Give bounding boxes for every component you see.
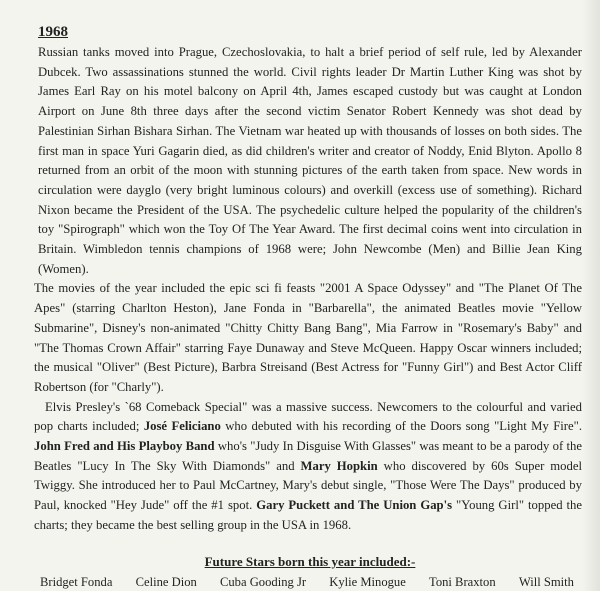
- music-text-c: who debuted with his recording of the Doors song "Light My Fire".: [220, 419, 582, 434]
- paragraph-world-events: Russian tanks moved into Prague, Czechoslovakia, to halt a brief period of self rule, led by Alexander Dubcek. Two assassinations stunned the world. Civil rights leader Dr Martin Luther King was shot by James Earl Ray on his motel balcony on April 4th, James escaped custody but was caught at London Airport on June 8th three days after the second victim Senator Robert Kennedy was shot dead by Palestinian Sirhan Bishara Sirhan. The Vietnam war heated up with thousands of losses on both sides. The first man in space Yuri Gagarin died, as did children's writer and creator of Noddy, Enid Blyton. Apollo 8 returned from an orbit of the moon with stunning pictures of the earth taken from space. New words in circulation were dayglo (very bright luminous colours) and overkill (excess use of something). Richard Nixon became the President of the USA. The psychedelic culture helped the popularity of the children's toy "Spirograph" which won the Toy Of The Year Award. The first decimal coins went into circulation in Britain. Wimbledon tennis champions of 1968 were; John Newcombe (Men) and Billie Jean King (Women).: [38, 45, 582, 276]
- star-name: Celine Dion: [135, 574, 197, 589]
- star-name: Cuba Gooding Jr: [219, 574, 307, 589]
- music-text-f: "Young Girl" topped the charts; they became the best selling group in the USA in 1968.: [34, 498, 583, 532]
- future-stars-list: [40, 573, 574, 591]
- artist-mary-hopkin: Mary Hopkin: [300, 458, 378, 473]
- year-title: 1968: [38, 24, 68, 40]
- page-edge-shadow: [582, 0, 600, 591]
- artist-gary-puckett: Gary Puckett and The Union Gap's: [256, 498, 453, 513]
- star-name: Will Smith: [518, 574, 574, 589]
- star-name: Bridget Fonda: [40, 574, 113, 589]
- music-text-d: who's "Judy In Disguise With Glasses" was meant to be a parody of the Beatles "Lucy In The Sky With Diamonds" and: [34, 439, 582, 473]
- artist-jose-feliciano: José Feliciano: [143, 419, 221, 434]
- star-name: Kylie Minogue: [329, 574, 406, 589]
- future-stars-heading: Future Stars born this year included:-: [204, 553, 416, 569]
- music-text-a: Elvis Presley's `68 Comeback Special" was a massive success. Newcomers to the colourful and varied pop charts included;: [34, 399, 582, 434]
- paragraph-music: [34, 398, 582, 536]
- artist-john-fred: John Fred and His Playboy Band: [34, 439, 215, 454]
- paragraph-movies: The movies of the year included the epic sci fi feasts "2001 A Space Odyssey" and "The Planet Of The Apes" (starring Charlton Heston), Jane Fonda in "Barbarella", the animated Beatles movie "Yellow Submarine", Disney's non-animated "Chitty Chitty Bang Bang", Mia Farrow in "Rosemary's Baby" and "The Thomas Crown Affair" starring Faye Dunaway and Steve McQueen. Happy Oscar winners included; the musical "Oliver" (Best Picture), Barbra Streisand (Best Actress for "Funny Girl") and Best Actor Cliff Robertson (for "Charly").: [34, 281, 582, 394]
- star-name: Toni Braxton: [429, 574, 496, 589]
- music-text-e: who discovered by 60s Super model Twiggy. She introduced her to Paul McCartney, Mary's debut single, "Those Were The Days" produced by Paul, knocked "Hey Jude" off the #1 spot.: [34, 458, 583, 513]
